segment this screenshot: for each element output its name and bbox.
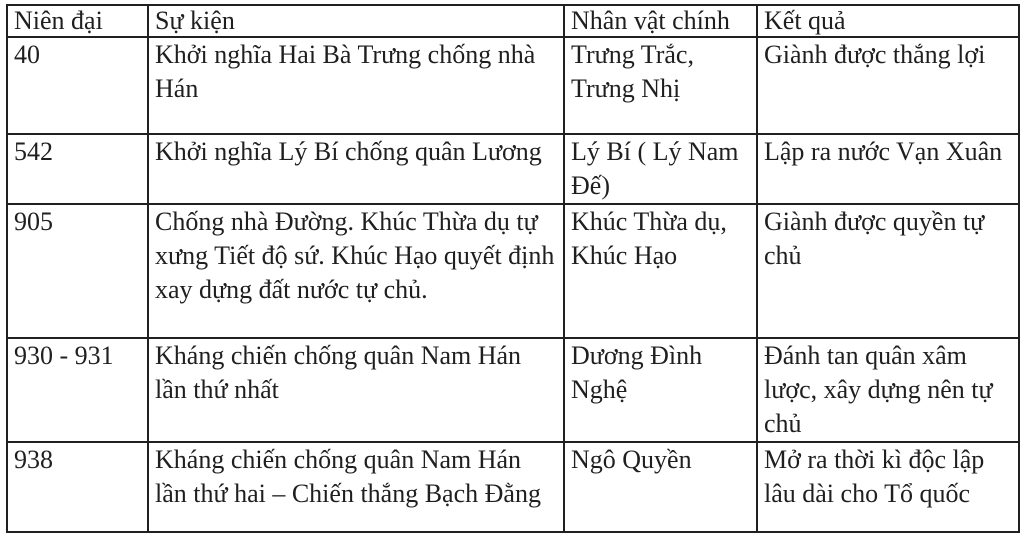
table-header xyxy=(7,5,1019,37)
history-table xyxy=(6,4,1020,533)
year-cell: 40 xyxy=(7,37,148,134)
header-row xyxy=(7,5,1019,37)
header-nien-dai: Niên đại xyxy=(7,5,148,37)
table-row xyxy=(7,442,1019,532)
event-cell: Khởi nghĩa Lý Bí chống quân Lương xyxy=(148,134,564,204)
result-cell: Mở ra thời kì độc lập lâu dài cho Tổ quốc xyxy=(757,442,1019,532)
event-cell: Khởi nghĩa Hai Bà Trưng chống nhà Hán xyxy=(148,37,564,134)
result-cell: Đánh tan quân xâm lược, xây dựng nên tự chủ xyxy=(757,338,1019,442)
person-cell: Lý Bí ( Lý Nam Đế) xyxy=(564,134,757,204)
person-cell: Trưng Trắc, Trưng Nhị xyxy=(564,37,757,134)
table-row xyxy=(7,204,1019,338)
event-cell: Chống nhà Đường. Khúc Thừa dụ tự xưng Tiết độ sứ. Khúc Hạo quyết định xay dựng đất nước tự chủ. xyxy=(148,204,564,338)
result-cell: Giành được thắng lợi xyxy=(757,37,1019,134)
table-body xyxy=(7,37,1019,532)
event-cell: Kháng chiến chống quân Nam Hán lần thứ hai – Chiến thắng Bạch Đằng xyxy=(148,442,564,532)
year-cell: 542 xyxy=(7,134,148,204)
person-cell: Dương Đình Nghệ xyxy=(564,338,757,442)
event-cell: Kháng chiến chống quân Nam Hán lần thứ nhất xyxy=(148,338,564,442)
year-cell: 905 xyxy=(7,204,148,338)
header-nhan-vat-chinh: Nhân vật chính xyxy=(564,5,757,37)
year-cell: 930 - 931 xyxy=(7,338,148,442)
header-ket-qua: Kết quả xyxy=(757,5,1019,37)
person-cell: Ngô Quyền xyxy=(564,442,757,532)
result-cell: Giành được quyền tự chủ xyxy=(757,204,1019,338)
year-cell: 938 xyxy=(7,442,148,532)
table-row xyxy=(7,338,1019,442)
table-row xyxy=(7,134,1019,204)
table-row xyxy=(7,37,1019,134)
person-cell: Khúc Thừa dụ, Khúc Hạo xyxy=(564,204,757,338)
header-su-kien: Sự kiện xyxy=(148,5,564,37)
result-cell: Lập ra nước Vạn Xuân xyxy=(757,134,1019,204)
